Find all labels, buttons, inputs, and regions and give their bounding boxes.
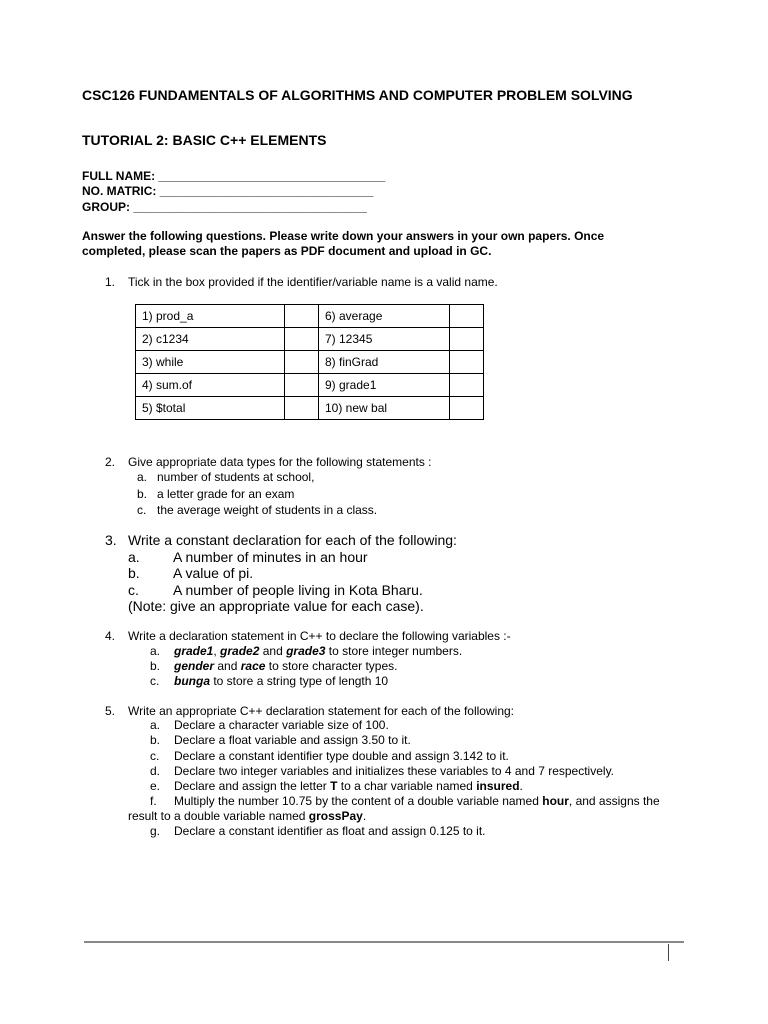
identifier-cell: 6) average: [319, 305, 450, 328]
tutorial-title: TUTORIAL 2: BASIC C++ ELEMENTS: [82, 132, 327, 148]
item-text: Declare and assign the letter T to a char variable named insured.: [174, 779, 523, 793]
question-3-text: Write a constant declaration for each of the following:: [128, 532, 457, 548]
item-letter: b.: [128, 565, 140, 581]
tick-box[interactable]: [450, 305, 484, 328]
var-name: grade1: [174, 644, 214, 658]
question-number: 2.: [105, 455, 116, 469]
question-number: 5.: [105, 704, 116, 718]
item-letter: e.: [150, 779, 161, 793]
item-text: A number of people living in Kota Bharu.: [173, 582, 423, 598]
tick-box[interactable]: [285, 351, 319, 374]
table-row: [136, 374, 484, 397]
tick-box[interactable]: [450, 328, 484, 351]
identifier-cell: 1) prod_a: [136, 305, 285, 328]
question-number: 4.: [105, 629, 116, 643]
item-letter: a.: [150, 718, 161, 732]
var-name: grade2: [220, 644, 260, 658]
question-number: 3.: [105, 532, 117, 548]
tick-box[interactable]: [450, 374, 484, 397]
table-row: [136, 351, 484, 374]
identifier-cell: 8) finGrad: [319, 351, 450, 374]
identifier-cell: 9) grade1: [319, 374, 450, 397]
instructions: Answer the following questions. Please write down your answers in your own papers. Once completed, please scan the papers as PDF document and upload in GC.: [82, 229, 605, 258]
item-text-continued: result to a double variable named grossPay.: [128, 809, 367, 823]
item-letter: b.: [150, 733, 161, 747]
table-row: [136, 397, 484, 420]
var-name: bunga: [174, 674, 210, 688]
item-letter: c.: [150, 749, 160, 763]
full-name-field: FULL NAME: __________________________________: [82, 169, 386, 183]
item-letter: d.: [150, 764, 161, 778]
item-text: Declare a float variable and assign 3.50 to it.: [174, 733, 411, 747]
tick-box[interactable]: [450, 397, 484, 420]
item-text: the average weight of students in a class.: [157, 503, 378, 517]
identifier-cell: 4) sum.of: [136, 374, 285, 397]
identifier-cell: 5) $total: [136, 397, 285, 420]
var-name: gender: [174, 659, 215, 673]
item-letter: c.: [137, 503, 147, 517]
table-row: [136, 305, 484, 328]
item-text: gender and race to store character types.: [174, 659, 398, 673]
matric-field: NO. MATRIC: ________________________________: [82, 184, 374, 198]
item-text: Multiply the number 10.75 by the content of a double variable named hour, and assigns the: [174, 794, 660, 808]
item-text: A number of minutes in an hour: [173, 549, 368, 565]
item-text: A value of pi.: [173, 565, 254, 581]
item-letter: g.: [150, 824, 161, 838]
identifier-table: [135, 304, 484, 420]
item-text: Declare a character variable size of 100.: [174, 718, 389, 732]
question-number: 1.: [105, 275, 116, 289]
item-letter: b.: [150, 659, 161, 673]
group-field: GROUP: ___________________________________: [82, 200, 367, 214]
tick-box[interactable]: [450, 351, 484, 374]
item-letter: c.: [128, 582, 139, 598]
item-text: Declare two integer variables and initializes these variables to 4 and 7 respectively.: [174, 764, 615, 778]
item-letter: a.: [150, 644, 161, 658]
item-letter: f.: [150, 794, 157, 808]
tick-box[interactable]: [285, 374, 319, 397]
identifier-cell: 3) while: [136, 351, 285, 374]
table-row: [136, 328, 484, 351]
item-text: Declare a constant identifier type double and assign 3.142 to it.: [174, 749, 509, 763]
identifier-cell: 2) c1234: [136, 328, 285, 351]
identifier-cell: 10) new bal: [319, 397, 450, 420]
item-text: number of students at school,: [157, 470, 315, 484]
var-name: grade3: [286, 644, 326, 658]
item-letter: c.: [150, 674, 160, 688]
identifier-cell: 7) 12345: [319, 328, 450, 351]
item-text: a letter grade for an exam: [157, 487, 295, 501]
tick-box[interactable]: [285, 305, 319, 328]
tick-box[interactable]: [285, 328, 319, 351]
item-text: bunga to store a string type of length 10: [174, 674, 389, 688]
item-text: grade1, grade2 and grade3 to store integer numbers.: [174, 644, 463, 658]
item-letter: a.: [128, 549, 140, 565]
course-title: CSC126 FUNDAMENTALS OF ALGORITHMS AND COMPUTER PROBLEM SOLVING: [82, 87, 633, 103]
var-name: race: [240, 659, 266, 673]
question-5-text: Write an appropriate C++ declaration statement for each of the following:: [128, 704, 514, 718]
question-1-text: Tick in the box provided if the identifier/variable name is a valid name.: [128, 275, 498, 289]
item-letter: a.: [137, 470, 148, 484]
question-2-text: Give appropriate data types for the following statements :: [128, 455, 432, 469]
tick-box[interactable]: [285, 397, 319, 420]
item-letter: b.: [137, 487, 148, 501]
note-text: (Note: give an appropriate value for each case).: [128, 598, 424, 614]
footer-tick: [668, 944, 669, 961]
question-4-text: Write a declaration statement in C++ to declare the following variables :-: [128, 629, 511, 643]
item-text: Declare a constant identifier as float and assign 0.125 to it.: [174, 824, 486, 838]
footer-divider: [84, 941, 684, 943]
